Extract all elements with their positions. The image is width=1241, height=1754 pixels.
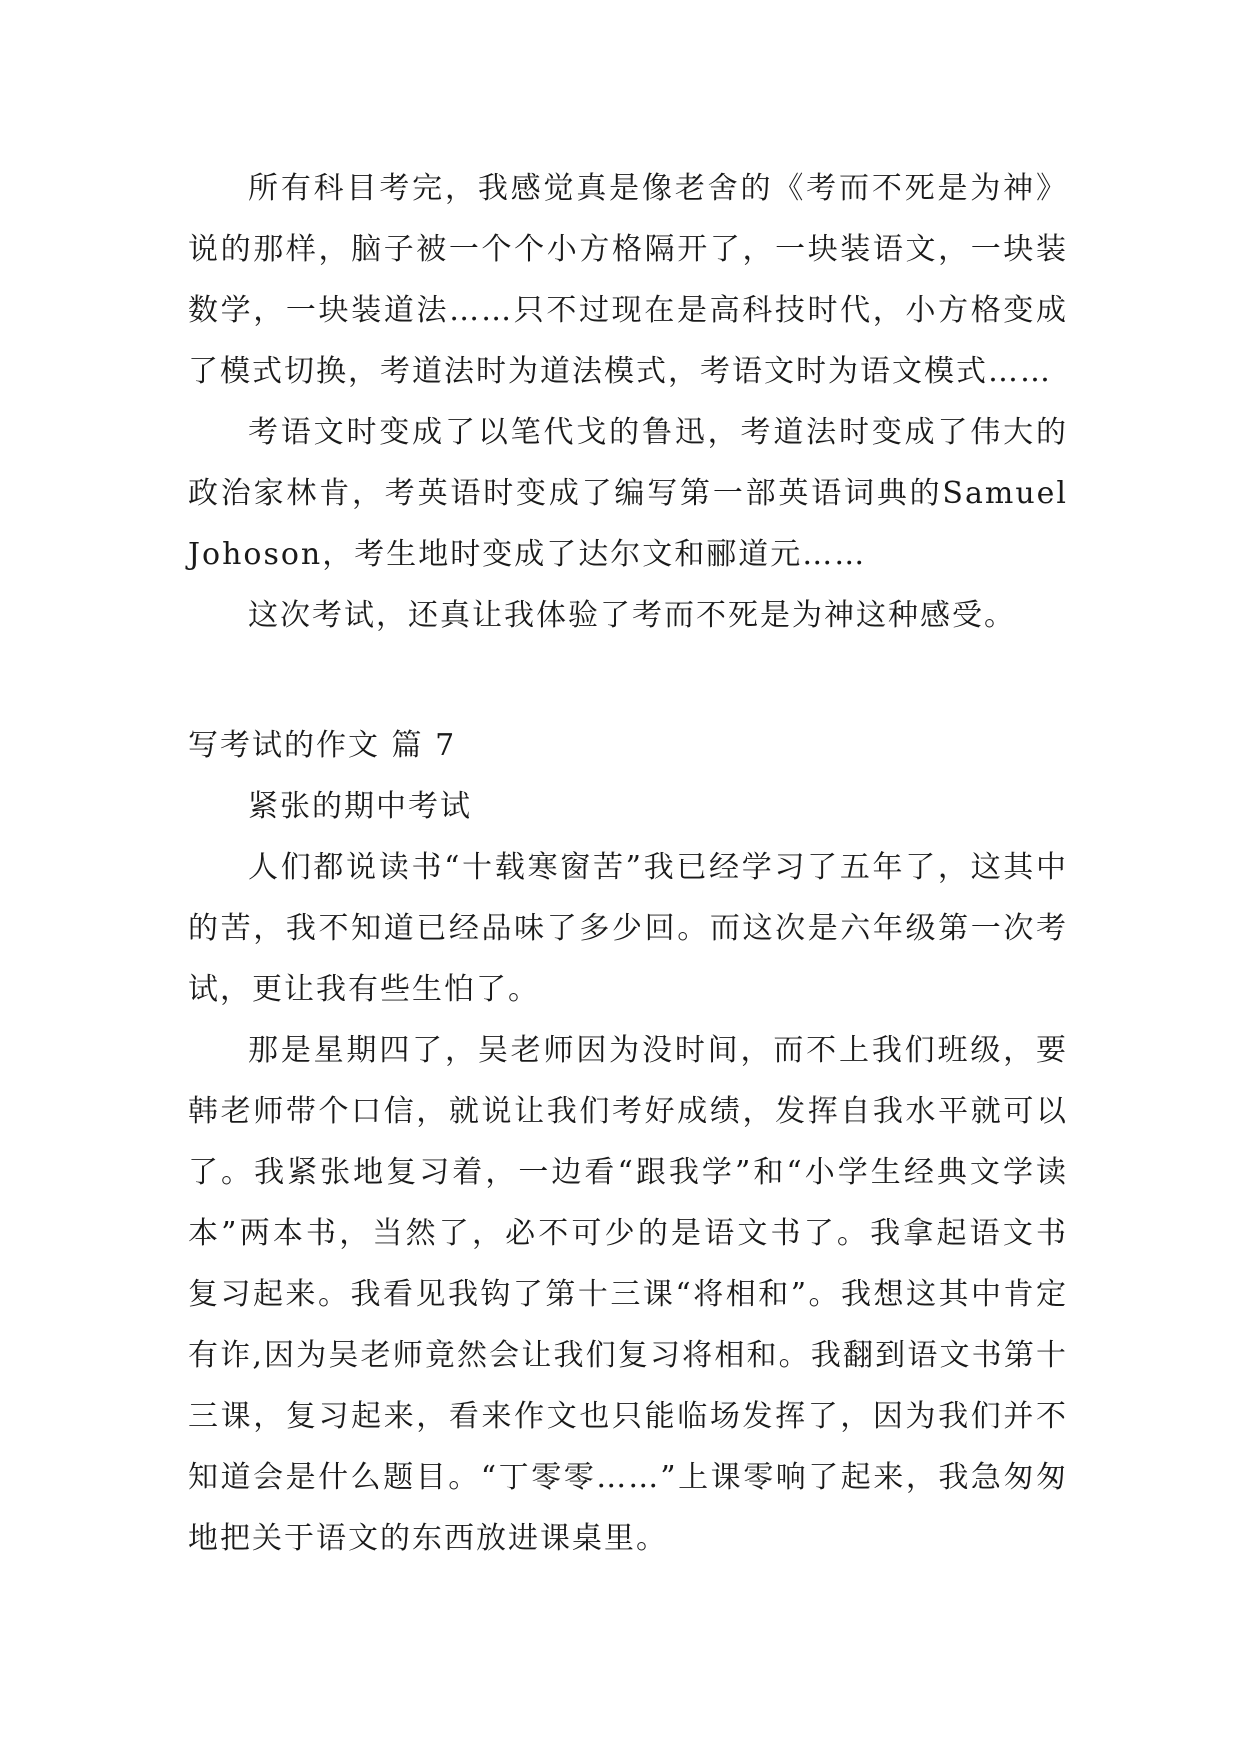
paragraph-exam-conclusion: 这次考试，还真让我体验了考而不死是为神这种感受。 <box>248 598 1016 633</box>
essay-subtitle: 紧张的期中考试 <box>248 789 472 824</box>
paragraph-intro: 人们都说读书“十载寒窗苦”我已经学习了五年了，这其中的苦，我不知道已经品味了多少回。而这次是六年级第一次考试，更让我有些生怕了。 <box>188 850 1068 1007</box>
essay-heading: 写考试的作文 篇 7 <box>188 728 457 763</box>
paragraph-review: 那是星期四了，吴老师因为没时间，而不上我们班级，要韩老师带个口信，就说让我们考好成绩，发挥自我水平就可以了。我紧张地复习着，一边看“跟我学”和“小学生经典文学读本”两本书，当然了，必不可少的是语文书了。我拿起语文书复习起来。我看见我钩了第十三课“将相和”。我想这其中肯定有诈,因为吴老师竟然会让我们复习将相和。我翻到语文书第十三课，复习起来，看来作文也只能临场发挥了，因为我们并不知道会是什么题目。“丁零零……”上课零响了起来，我急匆匆地把关于语文的东西放进课桌里。 <box>188 1033 1068 1556</box>
paragraph-exam-modes: 所有科目考完，我感觉真是像老舍的《考而不死是为神》说的那样，脑子被一个个小方格隔开了，一块装语文，一块装数学，一块装道法……只不过现在是高科技时代，小方格变成了模式切换，考道法时为道法模式，考语文时为语文模式…… <box>188 171 1068 389</box>
document-page <box>188 158 1068 1569</box>
paragraph-exam-personas: 考语文时变成了以笔代戈的鲁迅，考道法时变成了伟大的政治家林肯，考英语时变成了编写第一部英语词典的Samuel Johoson，考生地时变成了达尔文和郦道元…… <box>188 415 1068 572</box>
